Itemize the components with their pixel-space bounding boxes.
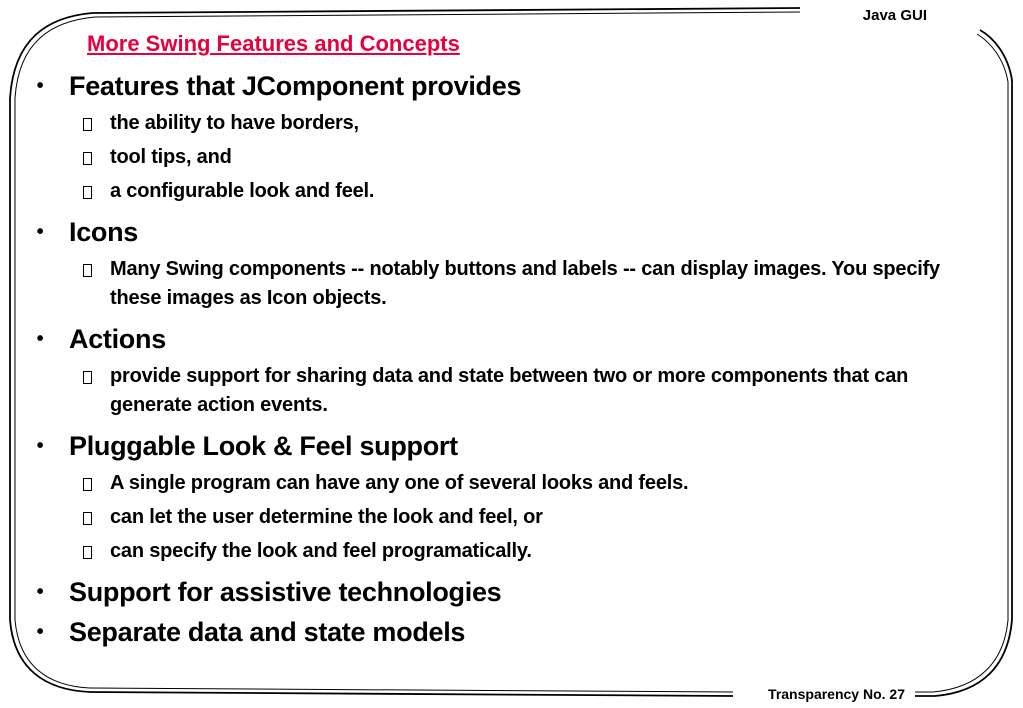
sub-bullet-item	[110, 503, 960, 532]
sub-bullet-box-icon	[83, 371, 92, 384]
sub-bullet-text: A single program can have any one of several looks and feels.	[110, 472, 689, 494]
sub-bullet-text: a configurable look and feel.	[110, 180, 375, 202]
sub-bullet-list	[30, 362, 960, 424]
sub-bullet-box-icon	[83, 512, 92, 525]
sub-bullet-box-icon	[83, 118, 92, 131]
sub-bullet-item	[110, 537, 960, 566]
sub-bullet-text: can specify the look and feel programatically.	[110, 540, 532, 562]
bullet-dot-icon: •	[36, 621, 44, 643]
bullet-dot-icon: •	[36, 328, 44, 350]
header-label: Java GUI	[859, 7, 931, 24]
bullet-heading: Pluggable Look & Feel support	[69, 431, 458, 461]
bullet-item	[30, 428, 960, 464]
sub-bullet-item	[110, 255, 960, 313]
sub-bullet-box-icon	[83, 546, 92, 559]
sub-bullet-text: Many Swing components -- notably buttons and labels -- can display images. You specify these images as Icon objects.	[110, 258, 940, 309]
bullet-dot-icon: •	[36, 75, 44, 97]
frame-bottom-line	[90, 692, 733, 696]
sub-bullet-item	[110, 362, 960, 420]
sub-bullet-box-icon	[83, 186, 92, 199]
bullet-dot-icon: •	[36, 435, 44, 457]
bullet-item	[30, 68, 960, 104]
sub-bullet-box-icon	[83, 478, 92, 491]
sub-bullet-box-icon	[83, 152, 92, 165]
frame-bottom-line-inner	[90, 688, 733, 692]
sub-bullet-text: can let the user determine the look and feel, or	[110, 506, 543, 528]
bullet-item	[30, 614, 960, 650]
bullet-dot-icon: •	[36, 581, 44, 603]
sub-bullet-list	[30, 469, 960, 570]
slide-title: More Swing Features and Concepts	[87, 31, 460, 56]
bullet-dot-icon: •	[36, 221, 44, 243]
sub-bullet-list	[30, 255, 960, 317]
footer-label: Transparency No. 27	[763, 686, 910, 702]
bullet-heading: Icons	[69, 217, 139, 247]
bullet-heading: Features that JComponent provides	[69, 71, 522, 101]
frame-top-line	[92, 8, 800, 13]
sub-bullet-text: tool tips, and	[110, 146, 232, 168]
sub-bullet-box-icon	[83, 264, 92, 277]
sub-bullet-text: the ability to have borders,	[110, 112, 359, 134]
bullet-heading: Actions	[69, 324, 166, 354]
bullet-item	[30, 321, 960, 357]
bullet-heading: Separate data and state models	[69, 617, 466, 647]
bullet-item	[30, 574, 960, 610]
sub-bullet-list	[30, 109, 960, 210]
bullet-list	[30, 64, 960, 650]
sub-bullet-item	[110, 177, 960, 206]
sub-bullet-item	[110, 109, 960, 138]
frame-top-right-curve	[980, 30, 1012, 80]
sub-bullet-item	[110, 143, 960, 172]
bullet-item	[30, 214, 960, 250]
frame-top-right-curve-inner	[977, 34, 1008, 82]
bullet-heading: Support for assistive technologies	[69, 577, 502, 607]
sub-bullet-text: provide support for sharing data and state between two or more components that can generate action events.	[110, 365, 909, 416]
sub-bullet-item	[110, 469, 960, 498]
